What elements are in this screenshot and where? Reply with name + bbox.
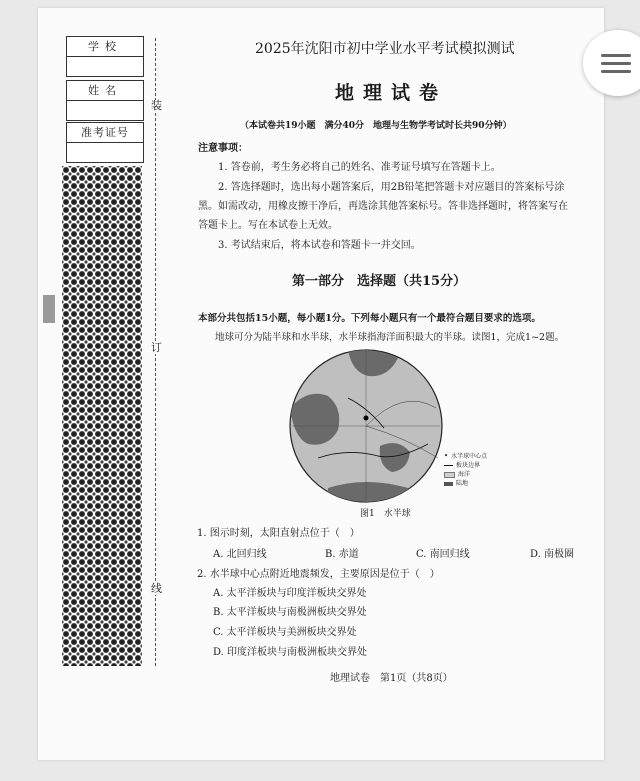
question-2-option-d: D. 印度洋板块与南极洲板块交界处: [213, 647, 368, 658]
question-1-stem: 1. 图示时刻，太阳直射点位于（ ）: [197, 528, 360, 539]
subject-title: 地理试卷: [335, 82, 448, 104]
menu-icon-bar: [601, 62, 631, 65]
exam-title: 2025年沈阳市初中学业水平考试模拟测试: [255, 41, 515, 57]
map-legend: [444, 452, 487, 488]
note-line: 黑。如需改动，用橡皮擦干净后，再选涂其他答案标号。答非选择题时，将答案写在: [198, 201, 568, 212]
question-1-option-b: B. 赤道: [325, 549, 359, 560]
exam-no-label: 准考证号: [67, 123, 143, 143]
name-label: 姓名: [67, 81, 143, 101]
question-1-option-a: A. 北回归线: [213, 549, 267, 560]
note-line: 1. 答卷前，考生务必将自己的姓名、准考证号填写在答题卡上。: [218, 162, 501, 173]
boundary-swatch: [444, 465, 453, 466]
question-1-option-c: C. 南回归线: [416, 549, 470, 560]
question-stem-intro: 地球可分为陆半球和水半球，水半球指海洋面积最大的半球。读图1，完成1~2题。: [215, 332, 565, 343]
scroll-handle[interactable]: [43, 295, 55, 323]
menu-icon-bar: [601, 54, 631, 57]
legend-label: 板块边界: [456, 462, 481, 469]
school-box: [66, 36, 144, 77]
ocean-swatch: [444, 472, 455, 478]
water-hemisphere-map: [288, 348, 448, 508]
legend-item: [444, 461, 487, 470]
question-2-option-c: C. 太平洋板块与美洲板块交界处: [213, 627, 357, 638]
center-point-icon: •: [444, 452, 449, 460]
legend-label: 陆地: [456, 480, 469, 487]
binding-char-xian: 线: [151, 582, 162, 595]
exam-meta: （本试卷共19小题 满分40分 地理与生物学考试时长共90分钟）: [240, 121, 512, 131]
name-field: [67, 101, 143, 120]
notes-heading: 注意事项：: [198, 143, 248, 154]
binding-char-zhuang: 装: [151, 99, 162, 112]
note-line: 答题卡上。写在本试卷上无效。: [198, 220, 338, 231]
exam-no-field: [67, 143, 143, 162]
school-label: 学校: [67, 37, 143, 57]
name-box: [66, 80, 144, 121]
exam-no-box: [66, 122, 144, 163]
land-antarctica: [328, 482, 408, 508]
legend-label: 海洋: [458, 471, 471, 478]
figure-caption: 图1 水半球: [360, 509, 411, 519]
menu-icon-bar: [601, 70, 631, 73]
question-1-option-d: D. 南极圈: [530, 549, 575, 560]
security-pattern: [62, 166, 142, 666]
land-swatch: [444, 482, 453, 486]
legend-label: 水半球中心点: [451, 453, 488, 460]
note-line: 2. 答选择题时，选出每小题答案后，用2B铅笔把答题卡对应题目的答案标号涂: [218, 182, 565, 193]
page-footer: 地理试卷 第1页（共8页）: [330, 673, 453, 684]
section-title: 第一部分 选择题（共15分）: [292, 274, 467, 289]
binding-char-ding: 订: [151, 341, 162, 354]
legend-item: [444, 452, 487, 461]
question-2-option-a: A. 太平洋板块与印度洋板块交界处: [213, 588, 367, 599]
section-intro: 本部分共包括15小题，每小题1分。下列每小题只有一个最符合题目要求的选项。: [198, 313, 541, 324]
question-2-option-b: B. 太平洋板块与南极洲板块交界处: [213, 607, 367, 618]
hemisphere-center-point: [364, 416, 369, 421]
question-2-stem: 2. 水半球中心点附近地震频发，主要原因是位于（ ）: [197, 569, 440, 580]
note-line: 3. 考试结束后，将本试卷和答题卡一并交回。: [218, 240, 421, 251]
legend-item: [444, 479, 487, 488]
school-field: [67, 57, 143, 76]
legend-item: [444, 470, 487, 479]
